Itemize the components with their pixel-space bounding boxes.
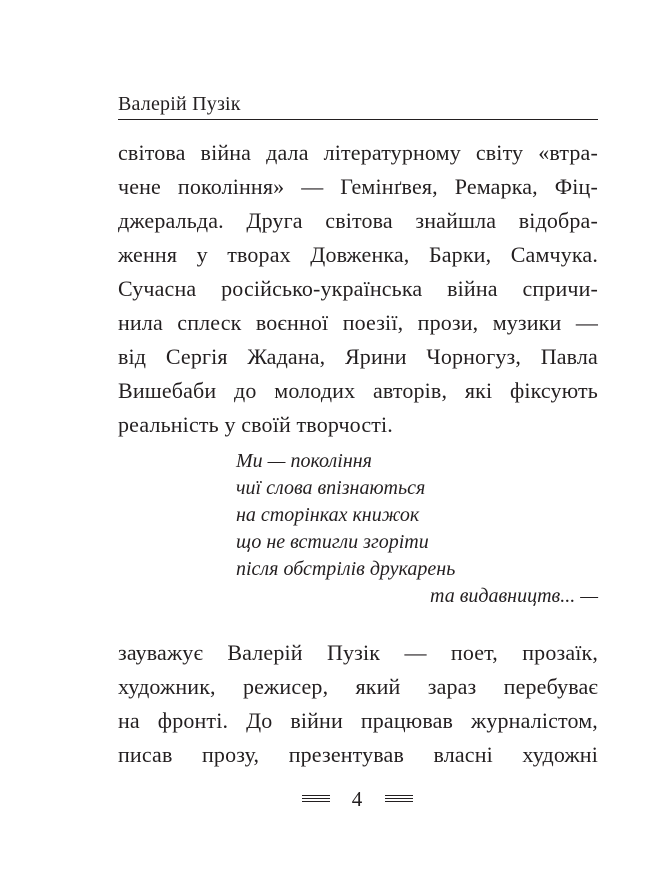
text-line: художник, режисер, який зараз перебуває bbox=[118, 674, 598, 699]
text-line-last: реальність у своїй творчості. bbox=[118, 412, 393, 437]
text-line: світова війна дала літературному світу «втра- bbox=[118, 140, 598, 165]
text-line: ження у творах Довженка, Барки, Самчука. bbox=[118, 242, 598, 267]
poem-line: на сторінках книжок bbox=[236, 504, 420, 526]
poem-line: Ми — покоління bbox=[236, 450, 372, 472]
poem-line: що не встигли згоріти bbox=[236, 531, 429, 553]
paragraph-1 bbox=[118, 136, 598, 442]
paragraph-2 bbox=[118, 636, 598, 772]
page-footer bbox=[0, 784, 662, 814]
page-number: 4 bbox=[351, 787, 363, 811]
running-head-author: Валерій Пузік bbox=[118, 93, 241, 115]
text-line: Сучасна російсько-українська війна спричи- bbox=[118, 276, 598, 301]
poem-line: чиї слова впізнаються bbox=[236, 477, 426, 499]
folio-ornament-left bbox=[302, 794, 330, 803]
text-line: джеральда. Друга світова знайшла відобра- bbox=[118, 208, 598, 233]
header-rule bbox=[118, 119, 598, 120]
poem-line: після обстрілів друкарень bbox=[236, 558, 456, 580]
text-line: від Сергія Жадана, Ярини Чорногуз, Павла bbox=[118, 344, 598, 369]
text-line: писав прозу, презентував власні художні bbox=[118, 742, 598, 767]
folio-ornament-right bbox=[385, 794, 413, 803]
text-line: на фронті. До війни працював журналістом, bbox=[118, 708, 598, 733]
text-line: чене покоління» — Гемінґвея, Ремарка, Фіц- bbox=[118, 174, 598, 199]
text-line: зауважує Валерій Пузік — поет, прозаїк, bbox=[118, 640, 598, 665]
poem-quote bbox=[236, 448, 598, 610]
text-line: Вишебаби до молодих авторів, які фіксують bbox=[118, 378, 598, 403]
text-line: нила сплеск воєнної поезії, прози, музики — bbox=[118, 310, 598, 335]
poem-line-last: та видавництв... — bbox=[430, 585, 598, 607]
